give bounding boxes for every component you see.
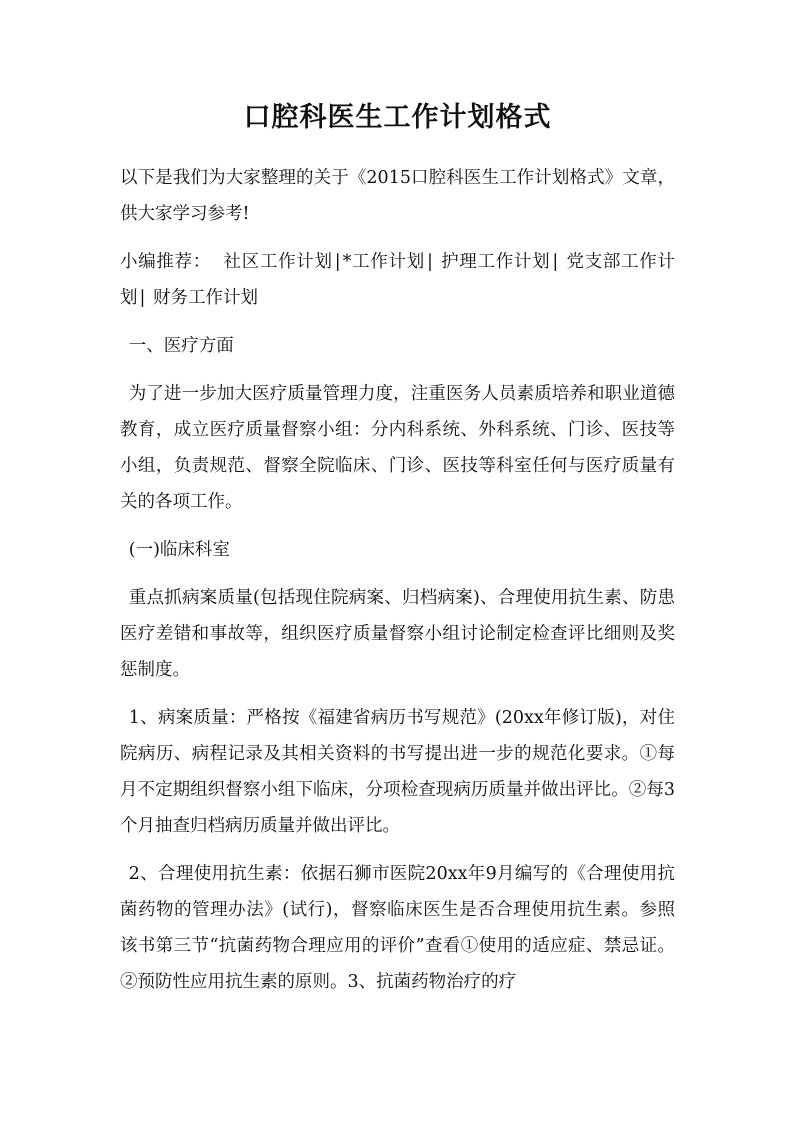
recommend-separator: | (334, 252, 341, 272)
body-paragraph: 为了进一步加大医疗质量管理力度，注重医务人员素质培养和职业道德教育，成立医疗质量督察小组：分内科系统、外科系统、门诊、医技等小组，负责规范、督察全院临床、门诊、医技等科室任何与医疗质量有关的各项工作。 (120, 384, 675, 512)
page-title: 口腔科医生工作计划格式 (243, 102, 552, 133)
recommend-link-community[interactable]: 社区工作计划 (223, 252, 333, 272)
recommend-paragraph (120, 244, 675, 316)
recommend-separator: | (139, 288, 146, 308)
body-paragraph: 重点抓病案质量(包括现住院病案、归档病案)、合理使用抗生素、防患医疗差错和事故等，组织医疗质量督察小组讨论制定检查评比细则及奖惩制度。 (120, 588, 675, 680)
recommend-link-nursing[interactable]: 护理工作计划 (441, 252, 551, 272)
recommend-separator: | (552, 252, 559, 272)
intro-paragraph: 以下是我们为大家整理的关于《2015口腔科医生工作计划格式》文章，供大家学习参考! (120, 168, 675, 224)
body-paragraph: 2、合理使用抗生素：依据石狮市医院20xx年9月编写的《合理使用抗菌药物的管理办法》(试行)，督察临床医生是否合理使用抗生素。参照该书第三节“抗菌药物合理应用的评价”查看①使用的适应症、禁忌证。②预防性应用抗生素的原则。3、抗菌药物治疗的疗 (120, 864, 675, 992)
subsection-heading-clinical: (一)临床科室 (128, 540, 230, 560)
recommend-separator: | (426, 252, 433, 272)
section-heading-medical: 一、医疗方面 (128, 336, 234, 356)
recommend-label: 小编推荐： (120, 252, 212, 272)
recommend-link-star[interactable]: *工作计划 (342, 252, 425, 272)
body-paragraph: 1、病案质量：严格按《福建省病历书写规范》(20xx年修订版)，对住院病历、病程记录及其相关资料的书写提出进一步的规范化要求。①每月不定期组织督察小组下临床，分项检查现病历质量并做出评比。②每3个月抽查归档病历质量并做出评比。 (120, 708, 675, 836)
recommend-link-finance[interactable]: 财务工作计划 (152, 288, 258, 308)
recommend-link-party[interactable]: 党支部工作计划 (120, 252, 676, 308)
